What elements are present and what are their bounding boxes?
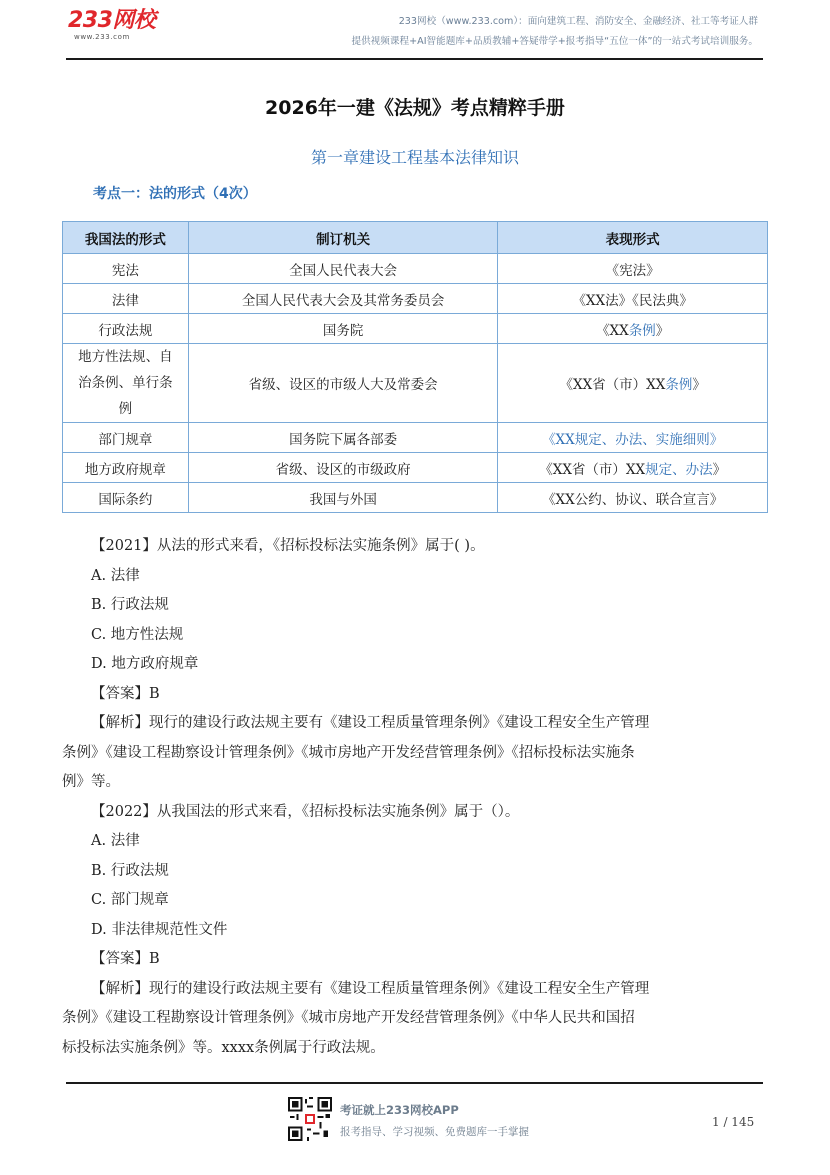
question-stem: 【2021】从法的形式来看，《招标投标法实施条例》属于( )。: [91, 538, 485, 554]
header-line-1: 233网校（www.233.com）：面向建筑工程、消防安全、金融经济、社工等考证人群: [398, 16, 758, 27]
law-forms-table: [62, 221, 768, 513]
table-row: [63, 483, 768, 513]
analysis-line: 例》等。: [62, 774, 120, 790]
table-cell: 《XX条例》: [498, 314, 768, 344]
table-row: [63, 284, 768, 314]
table-cell: 《XX法》《民法典》: [498, 284, 768, 314]
analysis-line: 【解析】现行的建设行政法规主要有《建设工程质量管理条例》《建设工程安全生产管理: [91, 980, 650, 997]
qr-code-icon: [288, 1097, 332, 1141]
table-row: [63, 314, 768, 344]
table-cell: 行政法规: [63, 314, 189, 344]
analysis-line: 【解析】现行的建设行政法规主要有《建设工程质量管理条例》《建设工程安全生产管理: [91, 715, 650, 731]
table-row: [63, 423, 768, 453]
highlight-text: 条例: [628, 322, 656, 339]
table-header: 表现形式: [498, 222, 768, 254]
highlight-text: 规定、办法、实施细则: [574, 431, 710, 448]
option-c: C. 地方性法规: [91, 626, 184, 643]
option-a: A. 法律: [91, 567, 140, 584]
table-cell: 全国人民代表大会: [188, 254, 498, 284]
table-cell: 国务院下属各部委: [188, 423, 498, 453]
table-cell: 《XX公约、协议、联合宣言》: [498, 483, 768, 513]
highlight-text: 规定、办法: [645, 461, 713, 478]
header-line-2: 提供视频课程+AI智能题库+品质教辅+答疑带学+报考指导“五位一体”的一站式考试培训服务。: [351, 36, 758, 47]
answer: 【答案】B: [91, 951, 160, 967]
table-cell: 地方性法规、自 治条例、单行条 例: [63, 344, 189, 423]
document-title: 2026年一建《法规》考点精粹手册: [265, 97, 565, 119]
logo-text: 233网校: [68, 8, 156, 33]
question-stem: 【2022】从我国法的形式来看，《招标投标法实施条例》属于（）。: [91, 803, 520, 820]
option-b: B. 行政法规: [91, 862, 169, 879]
page-number: 1 / 145: [712, 1115, 755, 1129]
analysis-line: 标投标法实施条例》等。xxxx条例属于行政法规。: [62, 1039, 385, 1056]
table-cell: 法律: [63, 284, 189, 314]
footer-app-subtitle: 报考指导、学习视频、免费题库一手掌握: [340, 1126, 529, 1138]
answer: 【答案】B: [91, 685, 160, 702]
option-b: B. 行政法规: [91, 597, 169, 613]
footer-app-title: 考证就上233网校APP: [340, 1103, 459, 1117]
header-divider: [66, 58, 763, 60]
table-cell: 省级、设区的市级政府: [188, 453, 498, 483]
table-row: [63, 254, 768, 284]
option-c: C. 部门规章: [91, 892, 169, 908]
footer-divider: [66, 1082, 763, 1084]
analysis-line: 条例》《建设工程勘察设计管理条例》《城市房地产开发经营管理条例》《中华人民共和国招: [62, 1010, 635, 1026]
analysis-line: 条例》《建设工程勘察设计管理条例》《城市房地产开发经营管理条例》《招标投标法实施条: [62, 744, 635, 761]
table-cell: 我国与外国: [188, 483, 498, 513]
question-body: [62, 532, 762, 1063]
table-cell: 《XX省（市）XX规定、办法》: [498, 453, 768, 483]
logo-url: www.233.com: [74, 33, 130, 41]
table-cell: 部门规章: [63, 423, 189, 453]
page-header: [0, 0, 830, 60]
table-cell: 地方政府规章: [63, 453, 189, 483]
table-header: 制订机关: [188, 222, 498, 254]
table-cell: 《宪法》: [498, 254, 768, 284]
table-header: 我国法的形式: [63, 222, 189, 254]
table-cell: 省级、设区的市级人大及常委会: [188, 344, 498, 423]
table-cell: 宪法: [63, 254, 189, 284]
option-d: D. 非法律规范性文件: [91, 921, 228, 938]
table-cell: 国务院: [188, 314, 498, 344]
table-row: [63, 453, 768, 483]
header-description: [352, 12, 758, 52]
section-heading: 考点一：法的形式（4次）: [93, 186, 257, 202]
option-d: D. 地方政府规章: [91, 656, 199, 672]
table-cell: 全国人民代表大会及其常务委员会: [188, 284, 498, 314]
table-header-row: [63, 222, 768, 254]
table-cell: 《XX规定、办法、实施细则》: [498, 423, 768, 453]
highlight-text: 条例: [665, 377, 693, 393]
table-row: [63, 344, 768, 423]
table-cell: 国际条约: [63, 483, 189, 513]
logo: [68, 8, 155, 41]
option-a: A. 法律: [91, 833, 140, 849]
chapter-heading: 第一章建设工程基本法律知识: [310, 148, 519, 167]
table-cell: 《XX省（市）XX条例》: [498, 344, 768, 423]
